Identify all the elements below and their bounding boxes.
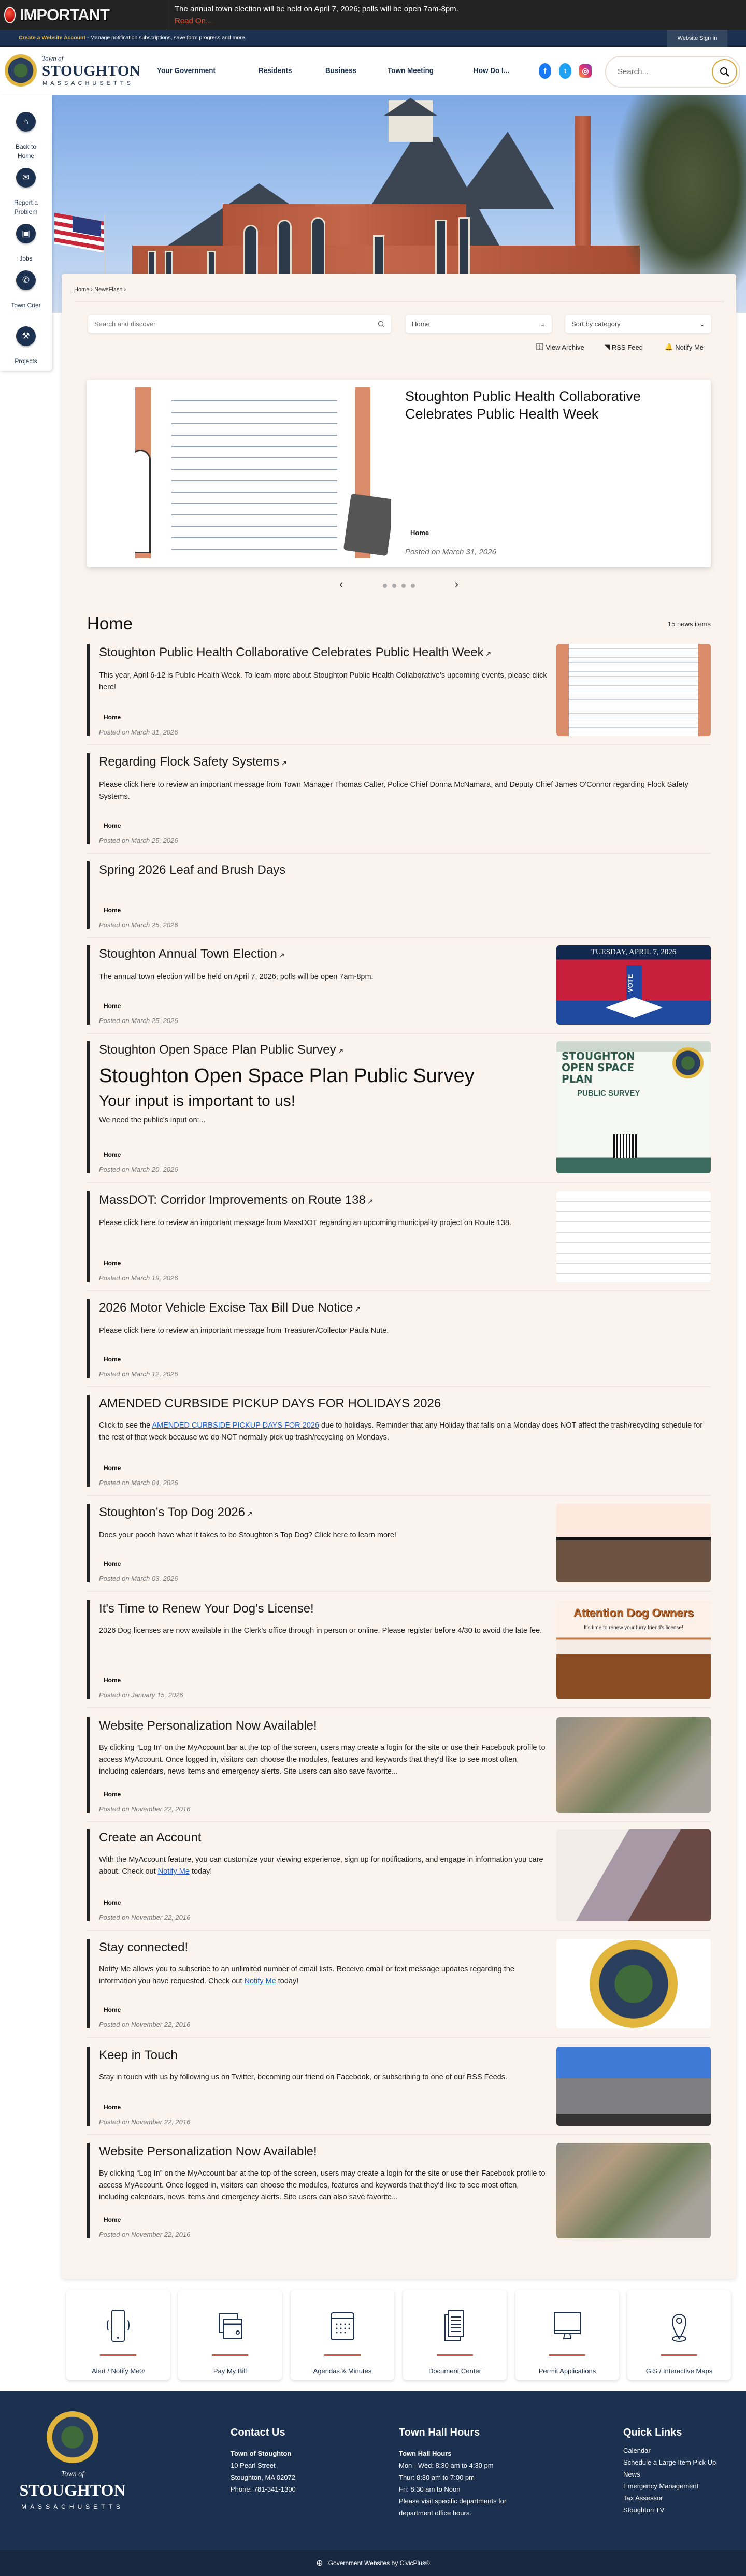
news-item-body: The annual town election will be held on April 7, 2026; polls will be open 7am-8pm. — [99, 973, 374, 981]
news-item — [87, 2143, 711, 2238]
news-item-category: Home — [104, 822, 121, 829]
news-item-title: Website Personalization Now Available! — [99, 1719, 317, 1733]
news-item — [87, 945, 711, 1025]
news-item-inline-link[interactable]: Notify Me — [244, 1977, 276, 1985]
quick-link[interactable]: Emergency Management — [623, 2482, 699, 2490]
footer-logo[interactable] — [10, 2411, 135, 2510]
documents-icon — [437, 2308, 473, 2344]
sidebar-item-projects[interactable] — [0, 326, 52, 366]
quick-link[interactable]: Schedule a Large Item Pick Up — [623, 2458, 716, 2466]
news-item-title: It's Time to Renew Your Dog's License! — [99, 1602, 314, 1616]
news-item-category: Home — [104, 1791, 121, 1798]
news-item-title: 2026 Motor Vehicle Excise Tax Bill Due Notice — [99, 1301, 353, 1315]
news-item-body-continued: due to holidays. Reminder that any Holiday that falls on a Monday does NOT affect the trash/recycling schedule for the rest of that week because we do NOT normally pick up trash/recycling on Mondays. — [99, 1421, 703, 1442]
quick-card-pay-my-bill[interactable] — [178, 2290, 282, 2380]
search-icon — [720, 67, 730, 77]
news-item-title-link[interactable] — [99, 1505, 550, 1521]
quick-card-document-center[interactable] — [403, 2290, 507, 2380]
news-item-body: Please click here to review an important message from MassDOT regarding an upcoming municipality project on Route 138. — [99, 1219, 511, 1227]
carousel-dot[interactable] — [401, 584, 406, 588]
worker-icon: ⚒ — [16, 326, 36, 346]
site-footer — [0, 2391, 746, 2550]
news-count: 15 news items — [667, 620, 711, 628]
alert-message: The annual town election will be held on April 7, 2026; polls will be open 7am-8pm. — [175, 5, 458, 13]
quick-card-label: Agendas & Minutes — [313, 2367, 372, 2375]
news-item-title: Create an Account — [99, 1831, 202, 1845]
alert-dot-icon — [4, 7, 16, 23]
chevron-down-icon: ⌄ — [699, 320, 705, 328]
news-item — [87, 1600, 711, 1699]
site-header — [0, 48, 746, 95]
sidebar-item-label: Jobs — [19, 255, 33, 262]
news-item-category: Home — [104, 2216, 121, 2223]
footer-logo-town-of: Town of — [61, 2470, 84, 2478]
hours-info — [399, 2448, 539, 2519]
sidebar-item-town-crier[interactable] — [0, 270, 52, 310]
news-item-body: We need the public's input on:... — [99, 1116, 206, 1125]
news-item — [87, 1717, 711, 1813]
news-item-inline-link[interactable]: Notify Me — [157, 1867, 190, 1876]
news-item-summary — [99, 1115, 550, 1127]
site-search-input[interactable] — [618, 67, 706, 76]
quick-card-label: Pay My Bill — [213, 2367, 247, 2375]
hours-heading: Town Hall Hours — [399, 2427, 480, 2438]
news-item-title: Website Personalization Now Available! — [99, 2145, 317, 2158]
view-archive-link[interactable] — [535, 343, 584, 351]
featured-news-date: Posted on March 31, 2026 — [405, 548, 496, 556]
news-item-category: Home — [104, 906, 121, 914]
news-item-summary — [99, 1325, 705, 1337]
important-label: IMPORTANT — [20, 6, 109, 24]
news-item-title-link[interactable] — [99, 1300, 705, 1317]
news-item-date: Posted on March 03, 2026 — [99, 1575, 178, 1582]
archive-icon: 🗄 — [535, 343, 544, 351]
news-item — [87, 2047, 711, 2126]
news-item-accent-bar — [87, 1041, 90, 1173]
external-link-icon: ↗ — [281, 759, 287, 767]
credit-card-icon — [212, 2308, 248, 2344]
home-icon: ⌂ — [16, 112, 36, 132]
news-item-date: Posted on March 04, 2026 — [99, 1479, 178, 1487]
hours-line: Fri: 8:30 am to Noon — [399, 2485, 461, 2493]
news-item-thumbnail[interactable] — [556, 1717, 711, 1813]
divider — [87, 1182, 711, 1183]
news-item-title-link[interactable] — [99, 1830, 550, 1846]
news-item-title-link[interactable] — [99, 1940, 550, 1955]
thumbnail-word: It's time to renew your furry friend's license! — [584, 1625, 683, 1631]
rss-feed-link[interactable] — [605, 343, 643, 351]
quick-links-heading: Quick Links — [623, 2427, 682, 2438]
news-item-thumbnail[interactable] — [556, 1939, 711, 2028]
monitor-icon — [549, 2308, 585, 2344]
news-item-body: With the MyAccount feature, you can customize your viewing experience, sign up for notifications, and engage in information you care about. Check out — [99, 1855, 543, 1876]
carousel-dot[interactable] — [392, 584, 396, 588]
carousel-dot[interactable] — [411, 584, 415, 588]
hours-line: Thur: 8:30 am to 7:00 pm — [399, 2473, 475, 2481]
chevron-right-icon[interactable]: › — [454, 578, 458, 591]
breadcrumb-newsflash[interactable]: NewsFlash — [94, 286, 123, 293]
news-item-body: This year, April 6-12 is Public Health Week. To learn more about Stoughton Public Health Collaborative's upcoming events, please click here! — [99, 671, 547, 692]
sort-select[interactable] — [565, 315, 711, 333]
thumbnail-caption: STOUGHTON OPEN SPACE PLAN — [562, 1050, 635, 1085]
news-item-accent-bar — [87, 1939, 90, 2028]
news-item-title: Stoughton Annual Town Election — [99, 947, 277, 961]
hours-subheading: Town Hall Hours — [399, 2450, 452, 2457]
news-item-thumbnail[interactable] — [556, 2047, 711, 2126]
news-item-body: Does your pooch have what it takes to be Stoughton's Top Dog? Click here to learn more! — [99, 1531, 396, 1539]
hours-note: Please visit specific departments for department office hours. — [399, 2497, 507, 2517]
nav-how-do-i[interactable]: How Do I... — [474, 66, 510, 75]
divider — [87, 1930, 711, 1931]
search-button[interactable] — [712, 59, 737, 84]
carousel-pager — [339, 578, 458, 591]
news-item-date: Posted on November 22, 2016 — [99, 2230, 191, 2238]
divider — [87, 937, 711, 938]
news-item-title-link[interactable] — [99, 946, 550, 963]
news-item-summary — [99, 2168, 550, 2204]
news-item-category: Home — [104, 1677, 121, 1684]
divider — [87, 1033, 711, 1034]
news-item-title: AMENDED CURBSIDE PICKUP DAYS FOR HOLIDAYS 2026 — [99, 1397, 441, 1411]
news-item-title: Spring 2026 Leaf and Brush Days — [99, 863, 286, 877]
phone-alert-icon — [100, 2308, 136, 2344]
news-item-thumbnail[interactable] — [556, 1191, 711, 1282]
town-logo[interactable] — [5, 54, 141, 87]
news-item-date: Posted on March 25, 2026 — [99, 921, 178, 929]
news-item-body-continued: today! — [189, 1867, 212, 1876]
divider — [87, 2134, 711, 2135]
news-item-thumbnail[interactable] — [556, 2143, 711, 2238]
news-item-thumbnail[interactable] — [556, 945, 711, 1025]
footer-logo-name: STOUGHTON — [19, 2481, 126, 2499]
sidebar-item-back-to-home[interactable] — [0, 112, 52, 161]
news-item-accent-bar — [87, 753, 90, 844]
news-item-title: Stoughton Public Health Collaborative Celebrates Public Health Week — [99, 645, 484, 659]
external-link-icon: ↗ — [247, 1509, 253, 1518]
news-item-summary — [99, 1420, 705, 1444]
news-item-title-link[interactable] — [99, 754, 705, 771]
account-bar-text — [19, 35, 246, 41]
emergency-alert-bar — [0, 0, 746, 30]
quick-card-label: Alert / Notify Me® — [91, 2367, 145, 2375]
divider — [87, 853, 711, 854]
news-item-title: Regarding Flock Safety Systems — [99, 755, 280, 769]
news-item-date: Posted on March 25, 2026 — [99, 1017, 178, 1025]
quick-card-alert-notify[interactable] — [66, 2290, 170, 2380]
nav-business[interactable]: Business — [325, 66, 357, 75]
news-item-category: Home — [104, 1260, 121, 1267]
nav-town-meeting[interactable]: Town Meeting — [388, 66, 434, 75]
news-item-accent-bar — [87, 2143, 90, 2238]
briefcase-icon: ▣ — [16, 224, 36, 243]
megaphone-icon: ✆ — [16, 270, 36, 290]
divider — [87, 1290, 711, 1291]
news-item-title-link[interactable] — [99, 1042, 550, 1059]
sidebar-item-label: Report a Problem — [13, 199, 38, 215]
nav-your-government[interactable]: Your Government — [157, 66, 216, 75]
news-item-accent-bar — [87, 1717, 90, 1813]
news-item-inline-link[interactable]: AMENDED CURBSIDE PICKUP DAYS FOR 2026 — [152, 1421, 319, 1430]
news-item-title-link[interactable] — [99, 1192, 550, 1209]
thumbnail-caption: TUESDAY, APRIL 7, 2026 — [591, 948, 677, 956]
contact-name: Town of Stoughton — [231, 2450, 292, 2457]
news-item-title-link[interactable] — [99, 1601, 550, 1617]
news-item-thumbnail[interactable] — [556, 1041, 711, 1173]
divider — [87, 1386, 711, 1387]
news-item-summary — [99, 779, 705, 803]
news-item-summary — [99, 1530, 550, 1542]
town-seal-icon — [47, 2411, 98, 2463]
news-item-summary — [99, 1742, 550, 1778]
news-item-title: Stoughton’s Top Dog 2026 — [99, 1505, 246, 1519]
news-item-category: Home — [104, 714, 121, 721]
news-item-title: MassDOT: Corridor Improvements on Route 138 — [99, 1193, 366, 1207]
thumbnail-word: PUBLIC SURVEY — [577, 1089, 640, 1098]
quick-link[interactable]: News — [623, 2470, 640, 2478]
news-list-heading: Home — [87, 614, 133, 633]
external-link-icon: ↗ — [337, 1047, 344, 1055]
news-item-date: Posted on November 22, 2016 — [99, 1805, 191, 1813]
chevron-down-icon: ⌄ — [540, 320, 546, 328]
news-item-title-link[interactable] — [99, 862, 705, 878]
sidebar-item-report-a-problem[interactable] — [0, 168, 52, 217]
news-item-body-continued: today! — [276, 1977, 299, 1985]
divider — [87, 1707, 711, 1708]
quick-link[interactable]: Calendar — [623, 2447, 651, 2454]
news-item-summary — [99, 1854, 550, 1878]
footer-logo-state: MASSACHUSETTS — [21, 2503, 124, 2510]
news-item-thumbnail[interactable] — [556, 644, 711, 736]
divider — [87, 1495, 711, 1496]
news-item-date: Posted on March 12, 2026 — [99, 1370, 178, 1378]
news-item-date: Posted on March 25, 2026 — [99, 837, 178, 844]
carousel-dot[interactable] — [383, 584, 387, 588]
quick-card-gis-maps[interactable] — [627, 2290, 731, 2380]
news-item-date: Posted on January 15, 2026 — [99, 1691, 183, 1699]
news-item — [87, 753, 711, 844]
news-item — [87, 1939, 711, 2028]
quick-access-sidebar — [0, 95, 52, 371]
view-archive-label: View Archive — [546, 343, 584, 351]
divider — [87, 1591, 711, 1592]
news-item — [87, 1299, 711, 1378]
news-item-body: Notify Me allows you to subscribe to an unlimited number of email lists. Receive email or text message updates regarding the information you have requested. Check out — [99, 1965, 514, 1985]
news-item — [87, 1041, 711, 1173]
featured-news-image — [135, 387, 391, 558]
account-bar — [0, 30, 746, 47]
news-item — [87, 1191, 711, 1282]
website-sign-in-button[interactable]: Website Sign In — [667, 30, 727, 47]
news-item-date: Posted on November 22, 2016 — [99, 2118, 191, 2126]
news-search-field[interactable] — [88, 315, 391, 333]
news-item-summary — [99, 1217, 550, 1229]
news-item — [87, 861, 711, 929]
news-item-title: Stoughton Open Space Plan Public Survey — [99, 1043, 336, 1057]
quick-card-label: Permit Applications — [538, 2367, 596, 2375]
quick-card-label: Document Center — [428, 2367, 481, 2375]
rss-feed-label: RSS Feed — [612, 343, 643, 351]
contact-info — [231, 2448, 296, 2495]
facebook-icon[interactable]: f — [539, 63, 551, 79]
news-item-title-link[interactable] — [99, 1396, 705, 1412]
rss-icon: ◥ — [605, 343, 610, 351]
contact-phone: Phone: 781-341-1300 — [231, 2485, 296, 2493]
external-link-icon: ↗ — [354, 1305, 361, 1313]
map-pin-icon — [661, 2308, 697, 2344]
news-item-body: Click to see the — [99, 1421, 152, 1430]
news-item-body: Stay in touch with us by following us on Twitter, becoming our friend on Facebook, or subscribing to one of our RSS Feeds. — [99, 2073, 507, 2081]
read-on-link[interactable]: Read On... — [175, 17, 212, 25]
civicplus-credit[interactable] — [0, 2550, 746, 2576]
news-item-accent-bar — [87, 1395, 90, 1487]
chat-icon: ✉ — [16, 168, 36, 188]
sidebar-item-label: Projects — [15, 357, 37, 365]
featured-news-title[interactable]: Stoughton Public Health Collaborative Celebrates Public Health Week — [405, 388, 641, 422]
thumbnail-caption: Attention Dog Owners — [573, 1606, 694, 1619]
hours-line: Mon - Wed: 8:30 am to 4:30 pm — [399, 2462, 494, 2469]
chevron-left-icon[interactable]: ‹ — [339, 578, 343, 591]
news-item-summary — [99, 670, 550, 694]
contact-heading: Contact Us — [231, 2427, 285, 2438]
sidebar-item-jobs[interactable] — [0, 224, 52, 263]
news-item-body: Please click here to review an important message from Treasurer/Collector Paula Nute. — [99, 1327, 389, 1335]
breadcrumb-home[interactable]: Home — [74, 286, 90, 293]
news-item-accent-bar — [87, 1504, 90, 1582]
news-item-subheading: Your input is important to us! — [99, 1092, 296, 1110]
quick-link[interactable]: Tax Assessor — [623, 2494, 663, 2502]
quick-card-label: GIS / Interactive Maps — [645, 2367, 713, 2375]
news-item-date: Posted on March 31, 2026 — [99, 728, 178, 736]
important-badge — [4, 4, 123, 26]
create-account-link[interactable]: Create a Website Account — [19, 35, 85, 41]
credit-text: Government Websites by CivicPlus® — [328, 2559, 430, 2567]
search-icon[interactable] — [378, 321, 385, 328]
quick-card-agendas-minutes[interactable] — [291, 2290, 394, 2380]
news-item-category: Home — [104, 2104, 121, 2111]
news-item-accent-bar — [87, 945, 90, 1025]
news-item-thumbnail[interactable] — [556, 1829, 711, 1921]
town-seal-icon — [5, 54, 37, 87]
news-item — [87, 1395, 711, 1487]
news-item-title: Keep in Touch — [99, 2048, 178, 2062]
thumbnail-word: VOTE — [626, 965, 642, 1001]
sidebar-item-label: Back to Home — [15, 143, 37, 160]
civicplus-logo-icon: ⊕ — [316, 2559, 323, 2568]
news-item-category: Home — [104, 1002, 121, 1010]
news-item-summary — [99, 1625, 550, 1637]
quick-links-list — [623, 2444, 716, 2516]
news-item-title: Stay connected! — [99, 1940, 189, 1954]
contact-street: 10 Pearl Street — [231, 2462, 276, 2469]
divider — [74, 301, 724, 302]
news-item-body: By clicking “Log In” on the MyAccount bar at the top of the screen, users may create a login for the site or use their Facebook profile to access MyAccount. Once logged in, visitors can choose the modules, features and keywords that they'd like to see most often, including calendars, news items and emergency alerts. Site users can also save favorite... — [99, 2169, 546, 2201]
sidebar-item-label: Town Crier — [11, 301, 41, 309]
news-item-accent-bar — [87, 861, 90, 929]
logo-state: MASSACHUSETTS — [42, 80, 134, 87]
divider — [87, 744, 711, 745]
external-link-icon: ↗ — [367, 1197, 374, 1205]
category-select-value: Home — [412, 320, 430, 328]
account-description: - Manage notification subscriptions, save form progress and more. — [85, 35, 247, 41]
bell-icon: 🔔 — [665, 343, 673, 351]
sort-select-value: Sort by category — [571, 320, 621, 328]
nav-residents[interactable]: Residents — [259, 66, 292, 75]
instagram-icon[interactable]: ◎ — [579, 64, 592, 78]
news-item-accent-bar — [87, 644, 90, 736]
news-item-thumbnail[interactable] — [556, 1504, 711, 1582]
news-item-category: Home — [104, 1464, 121, 1472]
news-item — [87, 1504, 711, 1582]
news-item-category: Home — [104, 2006, 121, 2013]
news-item-title-link[interactable] — [99, 1718, 550, 1734]
news-item-date: Posted on November 22, 2016 — [99, 1913, 191, 1921]
news-item-title-link[interactable] — [99, 2144, 550, 2160]
news-item — [87, 644, 711, 736]
quick-card-permit-applications[interactable] — [515, 2290, 619, 2380]
notify-me-link[interactable] — [665, 343, 704, 351]
news-item-accent-bar — [87, 1299, 90, 1378]
news-item-accent-bar — [87, 2047, 90, 2126]
breadcrumb: Home › NewsFlash › — [74, 286, 126, 293]
news-item-body: 2026 Dog licenses are now available in the Clerk's office through in person or online. Please register before 4/30 to avoid the late fee. — [99, 1627, 542, 1635]
quick-link[interactable]: Stoughton TV — [623, 2506, 665, 2514]
news-item-accent-bar — [87, 1191, 90, 1282]
news-item-summary — [99, 971, 550, 983]
notify-me-label: Notify Me — [675, 343, 704, 351]
news-item-date: Posted on March 19, 2026 — [99, 1274, 178, 1282]
news-item-body: Please click here to review an important message from Town Manager Thomas Calter, Police Chief Donna McNamara, and Deputy Chief James O'Connor regarding Flock Safety Systems. — [99, 781, 688, 801]
news-item-body: By clicking “Log In” on the MyAccount bar at the top of the screen, users may create a login for the site or use their Facebook profile to access MyAccount. Once logged in, visitors can choose the modules, features and keywords that they'd like to see most often, including calendars, news items and emergency alerts. Site users can also save favorite... — [99, 1744, 546, 1776]
news-item-summary — [99, 1964, 550, 1988]
news-item-thumbnail[interactable] — [556, 1600, 711, 1699]
news-item-date: Posted on March 20, 2026 — [99, 1165, 178, 1173]
contact-city: Stoughton, MA 02072 — [231, 2473, 296, 2481]
site-search — [605, 56, 740, 88]
divider — [87, 2037, 711, 2038]
category-select[interactable] — [406, 315, 552, 333]
news-search-input[interactable] — [94, 320, 353, 328]
twitter-icon[interactable]: t — [559, 63, 571, 79]
news-item-title-link[interactable] — [99, 2048, 550, 2063]
divider — [87, 1821, 711, 1822]
news-item-date: Posted on November 22, 2016 — [99, 2021, 191, 2028]
external-link-icon: ↗ — [278, 951, 285, 959]
external-link-icon: ↗ — [485, 650, 492, 658]
news-item-accent-bar — [87, 1600, 90, 1699]
logo-town-of: Town of — [42, 54, 64, 62]
logo-name: STOUGHTON — [42, 63, 141, 79]
news-item-title-link[interactable] — [99, 645, 550, 661]
news-item-category: Home — [104, 1356, 121, 1363]
news-item — [87, 1829, 711, 1921]
news-item-summary — [99, 2071, 550, 2083]
calendar-icon — [324, 2308, 361, 2344]
news-item-category: Home — [104, 1151, 121, 1158]
news-item-category: Home — [104, 1899, 121, 1906]
news-item-accent-bar — [87, 1829, 90, 1921]
news-item-heading: Stoughton Open Space Plan Public Survey — [99, 1065, 475, 1087]
news-item-category: Home — [104, 1560, 121, 1567]
featured-news-category: Home — [410, 529, 429, 537]
